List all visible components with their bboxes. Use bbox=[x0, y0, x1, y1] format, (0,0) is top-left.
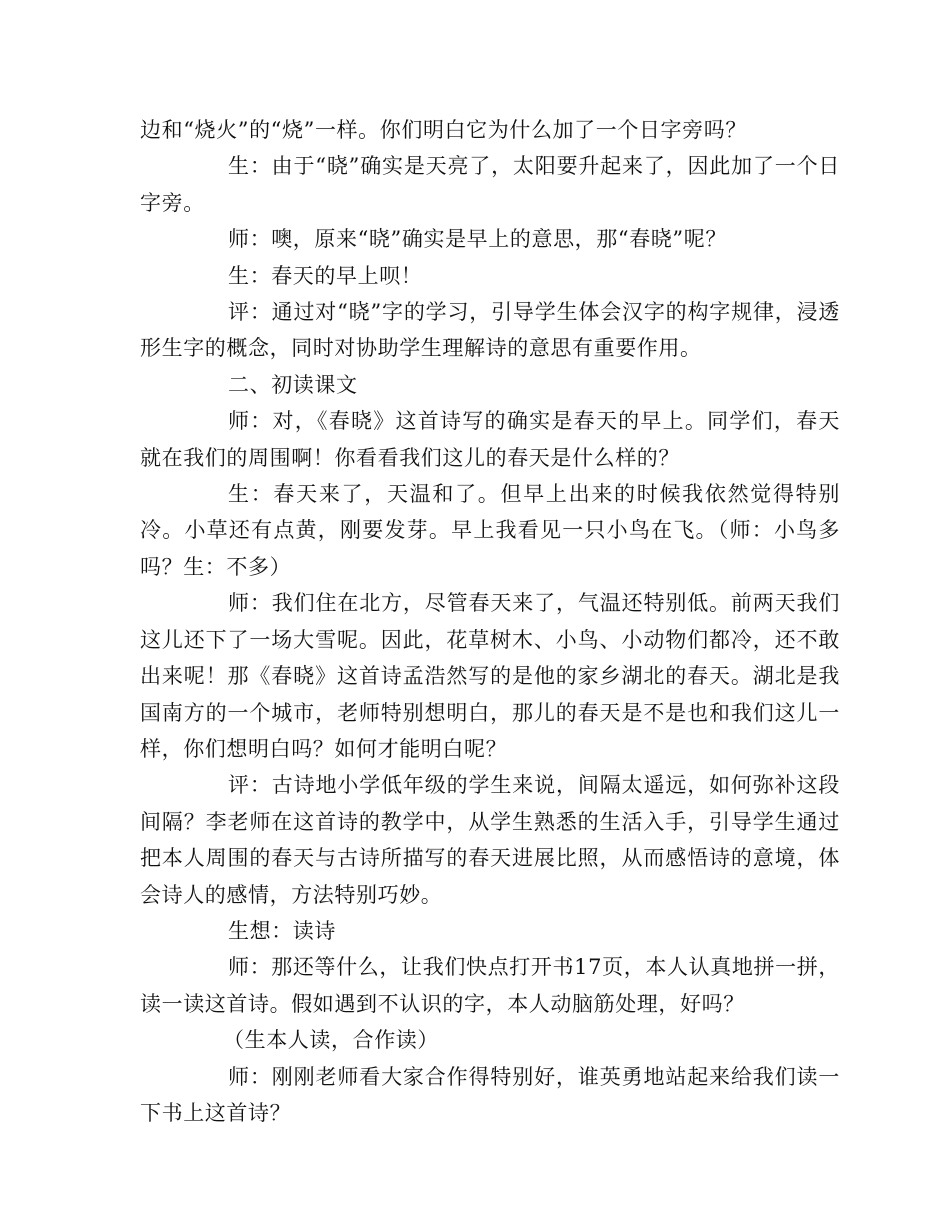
paragraph-teacher-question: 师：噢，原来“晓”确实是早上的意思，那“春晓”呢？ bbox=[228, 227, 727, 252]
paragraph-commentary: 评：古诗地小学低年级的学生来说，间隔太遥远，如何弥补这段间隔？李老师在这首诗的教学中，从学生熟悉的生活入手，引导学生通过把本人周围的春天与古诗所描写的春天进展比照，从而感悟诗的意境，体会诗人的感情，方法特别巧妙。 bbox=[140, 773, 840, 907]
paragraph-teacher-instruction: 师：那还等什么，让我们快点打开书17页，本人认真地拼一拼，读一读这首诗。假如遇到不认识的字，本人动脑筋处理，好吗？ bbox=[140, 955, 840, 1016]
paragraph-student-reply: 生：春天的早上呗！ bbox=[228, 263, 423, 288]
paragraph-stage-direction: （生本人读，合作读） bbox=[223, 1028, 439, 1053]
document-body bbox=[140, 112, 840, 1131]
paragraph-teacher-explanation: 师：我们住在北方，尽管春天来了，气温还特别低。前两天我们这儿还下了一场大雪呢。因此，花草树木、小鸟、小动物们都冷，还不敢出来呢！那《春晓》这首诗孟浩然写的是他的家乡湖北的春天。湖北是我国南方的一个城市，老师特别想明白，那儿的春天是不是也和我们这儿一样，你们想明白吗？如何才能明白呢？ bbox=[140, 591, 840, 761]
paragraph-commentary: 评：通过对“晓”字的学习，引导学生体会汉字的构字规律，浸透形生字的概念，同时对协助学生理解诗的意思有重要作用。 bbox=[140, 300, 840, 361]
paragraph-continuation: 边和“烧火”的“烧”一样。你们明白它为什么加了一个日字旁吗？ bbox=[140, 118, 747, 142]
paragraph-student-answer: 生：由于“晓”确实是天亮了，太阳要升起来了，因此加了一个日字旁。 bbox=[140, 154, 840, 215]
paragraph-student-description: 生：春天来了，天温和了。但早上出来的时候我依然觉得特别冷。小草还有点黄，刚要发芽。早上我看见一只小鸟在飞。（师：小鸟多吗？生：不多） bbox=[140, 482, 840, 579]
paragraph-teacher-prompt: 师：刚刚老师看大家合作得特别好，谁英勇地站起来给我们读一下书上这首诗？ bbox=[140, 1064, 840, 1125]
paragraph-student-thought: 生想：读诗 bbox=[228, 918, 336, 943]
section-heading: 二、初读课文 bbox=[228, 372, 358, 397]
paragraph-teacher-intro: 师：对，《春晓》这首诗写的确实是春天的早上。同学们，春天就在我们的周围啊！你看看我们这儿的春天是什么样的？ bbox=[140, 409, 840, 470]
